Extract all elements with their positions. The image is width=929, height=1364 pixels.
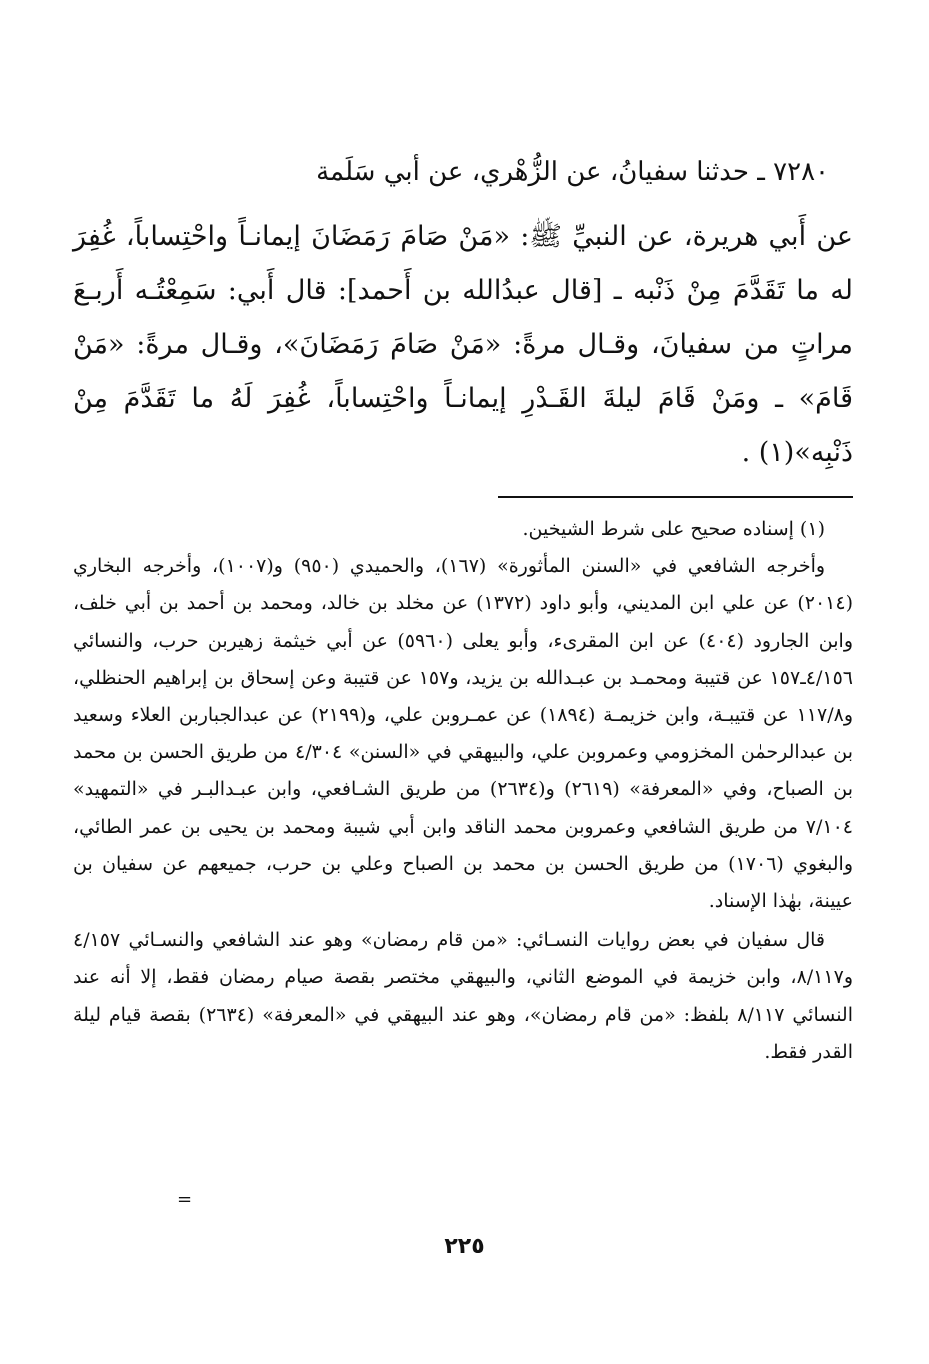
footnote-paragraph-sources: وأخرجه الشافعي في «السنن المأثورة» (١٦٧)، والحميدي (٩٥٠) و(١٠٠٧)، وأخرجه البخاري (٢٠١٤) عن علي ابن المديني، وأبو داود (١٣٧٢) عن مخلد بن خالد، ومحمد بن أحمد بن أبي خلف، وابن الجارود (٤٠٤) عن ابن المقرىء، وأبو يعلى (٥٩٦٠) عن أبي خيثمة زهيربن حرب، والنسائي ٤/١٥٦ـ١٥٧ عن قتيبة ومحمـد بن عبـدالله بن يزيد، و١٥٧ عن قتيبة وعن إسحاق بن إبراهيم الحنظلي، و١١٧/٨ عن قتيبـة، وابن خزيمـة (١٨٩٤) عن عمـروبن علي، و(٢١٩٩) عن عبدالجباربن العلاء وسعيد بن عبدالرحمٰن المخزومي وعمروبن علي، والبيهقي في «السنن» ٤/٣٠٤ من طريق الحسن بن محمد بن الصباح، وفي «المعرفة» (٢٦١٩) و(٢٦٣٤) من طريق الشـافعي، وابن عبـدالبـر في «التمهيد» ٧/١٠٤ من طريق الشافعي وعمروبن محمد الناقد وابن أبي شيبة ومحمد بن يحيى بن عمر الطائي، والبغوي (١٧٠٦) من طريق الحسن بن محمد بن الصباح وعلي بن حرب، جميعهم عن سفيان بن عيينة، بهٰذا الإسناد. — [73, 555, 854, 913]
footnote-divider — [498, 496, 853, 498]
continuation-mark: = — [177, 1189, 193, 1210]
hadith-heading: ٧٢٨٠ ـ حدثنا سفيانُ، عن الزُّهْري، عن أبي سَلَمة — [316, 157, 829, 187]
hadith-text: عن أَبي هريرة، عن النبيِّ ﷺ: «مَنْ صَامَ رَمَضَانَ إيمانـاً واحْتِساباً، غُفِرَ له ما تَقَدَّمَ مِنْ ذَنْبه ـ [قال عبدُالله بن أَحمد]: قال أَبي: سَمِعْتُـه أَربـعَ مراتٍ من سفيانَ، وقـال مرةً: «مَنْ صَامَ رَمَضَانَ»، وقـال مرةً: «مَنْ قَامَ» ـ ومَنْ قَامَ ليلةَ القَـدْرِ إيمانـاً واحْتِساباً، غُفِرَ لَهُ ما تَقَدَّمَ مِنْ ذَنْبِه»(١) . — [73, 221, 853, 468]
footnote-paragraph-variants: قال سفيان في بعض روايات النسـائي: «من قام رمضان» وهو عند الشافعي والنسـائي ٤/١٥٧ و٨/١١٧، وابن خزيمة في الموضع الثاني، والبيهقي مختصر بقصة صيام رمضان فقط، إلا أنه عند النسائي ٨/١١٧ بلفظ: «من قام رمضان»، وهو عند البيهقي في «المعرفة» (٢٦٣٤) بقصة قيام ليلة القدر فقط. — [73, 929, 853, 1063]
page-number: ٢٢٥ — [444, 1234, 485, 1259]
footnotes-section — [73, 511, 853, 1071]
footnote-1: (١) إسناده صحيح على شرط الشيخين. — [522, 518, 825, 540]
